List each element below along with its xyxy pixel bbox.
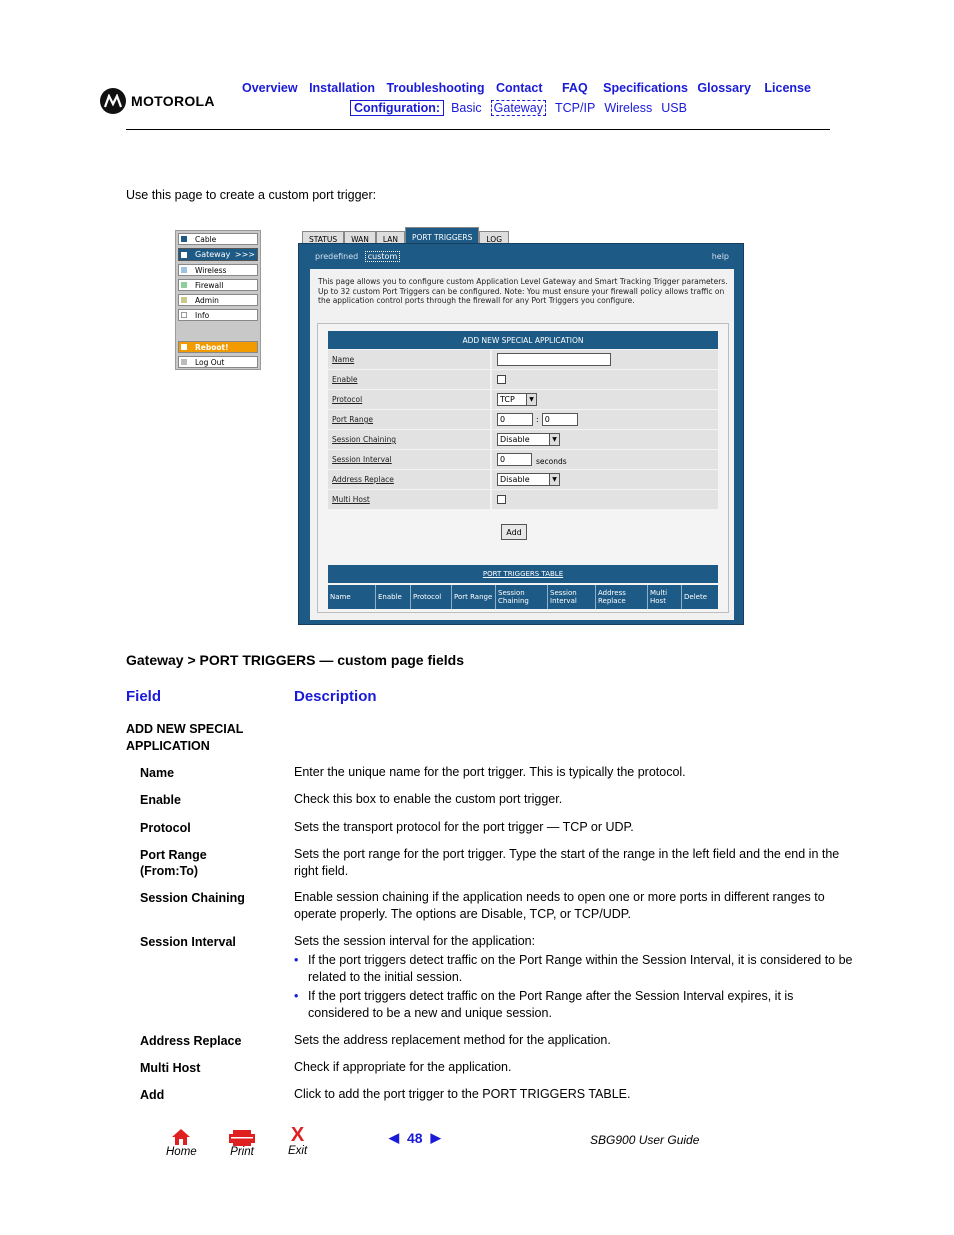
field-name: Multi Host bbox=[140, 1061, 201, 1075]
menu-cable[interactable]: Cable bbox=[178, 233, 258, 245]
col-enable: Enable bbox=[376, 585, 411, 609]
nav-specifications[interactable]: Specifications bbox=[603, 81, 688, 95]
field-name: Port Range (From:To) bbox=[140, 848, 207, 878]
bullet-item: • If the port triggers detect traffic on the Port Range after the Session Interval expires, it is considered to be a new and unique session. bbox=[294, 989, 794, 1020]
field-name: Session Interval bbox=[140, 935, 236, 949]
menu-admin[interactable]: Admin bbox=[178, 294, 258, 306]
port-to-input[interactable]: 0 bbox=[542, 413, 578, 426]
tab-wan[interactable]: WAN bbox=[344, 231, 376, 247]
guide-title: SBG900 User Guide bbox=[590, 1133, 700, 1147]
field-desc: Enter the unique name for the port trigger. This is typically the protocol. bbox=[294, 765, 686, 779]
top-nav bbox=[242, 81, 819, 95]
nav-troubleshooting[interactable]: Troubleshooting bbox=[386, 81, 485, 95]
col-name: Name bbox=[328, 585, 376, 609]
help-link[interactable]: help bbox=[711, 252, 729, 261]
router-description: This page allows you to configure custom Application Level Gateway and Smart Tracking Trigger parameters. Up to 32 custom Port Triggers can be configured. Note: You must ensure your firewall policy allows traffic on the application control ports through the firewall for any Port Triggers you configure. bbox=[318, 277, 728, 305]
next-page-icon[interactable]: ▶ bbox=[430, 1130, 441, 1145]
field-name: Session Chaining bbox=[140, 891, 245, 905]
enable-checkbox[interactable] bbox=[497, 375, 506, 384]
section-title: Gateway > PORT TRIGGERS — custom page fields bbox=[126, 652, 465, 668]
col-address-replace: Address Replace bbox=[596, 585, 648, 609]
subnav-tcpip[interactable]: TCP/IP bbox=[555, 101, 596, 115]
row-enable: Enable bbox=[328, 370, 718, 390]
config-subnav bbox=[350, 100, 696, 116]
bullet-item: • If the port triggers detect traffic on the Port Range within the Session Interval, it is considered to be related to the initial session. bbox=[294, 953, 853, 984]
protocol-select[interactable]: TCP ▼ bbox=[497, 393, 537, 406]
col-delete: Delete bbox=[684, 593, 707, 601]
row-session-chaining: Session Chaining Disable ▼ bbox=[328, 430, 718, 450]
add-button[interactable]: Add bbox=[501, 524, 527, 540]
printer-icon bbox=[228, 1130, 256, 1146]
field-column-heading: Field bbox=[126, 688, 162, 705]
exit-button[interactable]: X Exit bbox=[288, 1124, 308, 1157]
motorola-logo bbox=[100, 88, 215, 114]
field-name: Add bbox=[140, 1088, 165, 1102]
field-name: Protocol bbox=[140, 821, 191, 835]
field-desc: Check this box to enable the custom port trigger. bbox=[294, 792, 563, 806]
home-button[interactable]: Home bbox=[166, 1128, 197, 1158]
col-multi-host: Multi Host bbox=[648, 585, 682, 609]
tab-status[interactable]: STATUS bbox=[302, 231, 344, 247]
menu-firewall[interactable]: Firewall bbox=[178, 279, 258, 291]
tab-port-triggers[interactable]: PORT TRIGGERS bbox=[405, 227, 479, 247]
subnav-usb[interactable]: USB bbox=[661, 101, 687, 115]
menu-reboot[interactable]: Reboot! bbox=[178, 341, 258, 353]
config-label[interactable]: Configuration: bbox=[350, 100, 444, 116]
name-input[interactable] bbox=[497, 353, 611, 366]
header-divider bbox=[126, 129, 830, 130]
add-application-panel bbox=[317, 323, 729, 613]
nav-license[interactable]: License bbox=[764, 81, 811, 95]
previous-page-icon[interactable]: ◀ bbox=[389, 1130, 399, 1145]
field-desc: Check if appropriate for the application. bbox=[294, 1060, 512, 1074]
subtab-predefined[interactable]: predefined bbox=[315, 252, 359, 261]
multi-host-checkbox[interactable] bbox=[497, 495, 506, 504]
subtab-custom[interactable]: custom bbox=[365, 251, 400, 262]
nav-overview[interactable]: Overview bbox=[242, 81, 298, 95]
port-triggers-table-header bbox=[328, 585, 718, 609]
row-port-range: Port Range 0 : 0 bbox=[328, 410, 718, 430]
menu-gateway[interactable]: Gateway >>> bbox=[178, 248, 258, 261]
row-session-interval: Session Interval 0 seconds bbox=[328, 450, 718, 470]
row-multi-host: Multi Host bbox=[328, 490, 718, 510]
field-desc: Enable session chaining if the application needs to open one or more ports in different ranges to operate properly. The options are Disable, TCP, or TCP/UDP. bbox=[294, 890, 825, 921]
menu-info[interactable]: Info bbox=[178, 309, 258, 321]
description-column-heading: Description bbox=[294, 688, 377, 705]
motorola-emblem-icon bbox=[100, 88, 126, 114]
nav-installation[interactable]: Installation bbox=[309, 81, 376, 95]
router-frame bbox=[298, 243, 744, 625]
home-icon bbox=[171, 1128, 191, 1146]
col-session-chaining: Session Chaining bbox=[496, 585, 548, 609]
logo-text: MOTOROLA bbox=[131, 93, 215, 109]
session-interval-input[interactable]: 0 bbox=[497, 453, 532, 466]
field-name: Address Replace bbox=[140, 1034, 242, 1048]
col-session-interval: Session Interval bbox=[548, 585, 596, 609]
close-icon: X bbox=[290, 1124, 305, 1146]
col-port-range: Port Range bbox=[452, 585, 496, 609]
field-name: Enable bbox=[140, 793, 181, 807]
nav-glossary[interactable]: Glossary bbox=[697, 81, 751, 95]
router-content bbox=[310, 269, 734, 620]
port-triggers-table-title[interactable]: PORT TRIGGERS TABLE bbox=[328, 565, 718, 583]
subnav-wireless[interactable]: Wireless bbox=[604, 101, 653, 115]
field-desc: Sets the port range for the port trigger. Type the start of the range in the left field and the end in the right field. bbox=[294, 847, 840, 878]
address-replace-select[interactable]: Disable ▼ bbox=[497, 473, 560, 486]
col-protocol: Protocol bbox=[411, 585, 452, 609]
tab-log[interactable]: LOG bbox=[479, 231, 509, 247]
row-name: Name bbox=[328, 350, 718, 370]
group-heading: ADD NEW SPECIAL APPLICATION bbox=[126, 722, 244, 753]
print-button[interactable]: Print bbox=[228, 1130, 256, 1158]
tab-lan[interactable]: LAN bbox=[376, 231, 405, 247]
subnav-basic[interactable]: Basic bbox=[451, 101, 482, 115]
form-title: ADD NEW SPECIAL APPLICATION bbox=[328, 331, 718, 349]
session-chaining-select[interactable]: Disable ▼ bbox=[497, 433, 560, 446]
field-desc: Sets the transport protocol for the port trigger — TCP or UDP. bbox=[294, 820, 634, 834]
port-from-input[interactable]: 0 bbox=[497, 413, 533, 426]
nav-contact[interactable]: Contact bbox=[495, 81, 543, 95]
field-desc: Sets the address replacement method for the application. bbox=[294, 1033, 611, 1047]
field-desc: Click to add the port trigger to the PORT TRIGGERS TABLE. bbox=[294, 1087, 631, 1101]
field-desc: Sets the session interval for the application: bbox=[294, 934, 536, 948]
menu-logout[interactable]: Log Out bbox=[178, 356, 258, 368]
field-desc-block bbox=[294, 933, 854, 1022]
field-name: Name bbox=[140, 766, 175, 780]
page-navigation bbox=[389, 1130, 441, 1146]
row-address-replace: Address Replace Disable ▼ bbox=[328, 470, 718, 490]
page-number: 48 bbox=[407, 1130, 423, 1146]
nav-faq[interactable]: FAQ bbox=[561, 81, 588, 95]
menu-wireless[interactable]: Wireless bbox=[178, 264, 258, 276]
router-left-menu bbox=[175, 230, 261, 370]
subnav-gateway[interactable]: Gateway bbox=[491, 100, 546, 116]
intro-text: Use this page to create a custom port trigger: bbox=[126, 188, 377, 202]
router-subtabs bbox=[315, 252, 400, 261]
row-protocol: Protocol TCP ▼ bbox=[328, 390, 718, 410]
